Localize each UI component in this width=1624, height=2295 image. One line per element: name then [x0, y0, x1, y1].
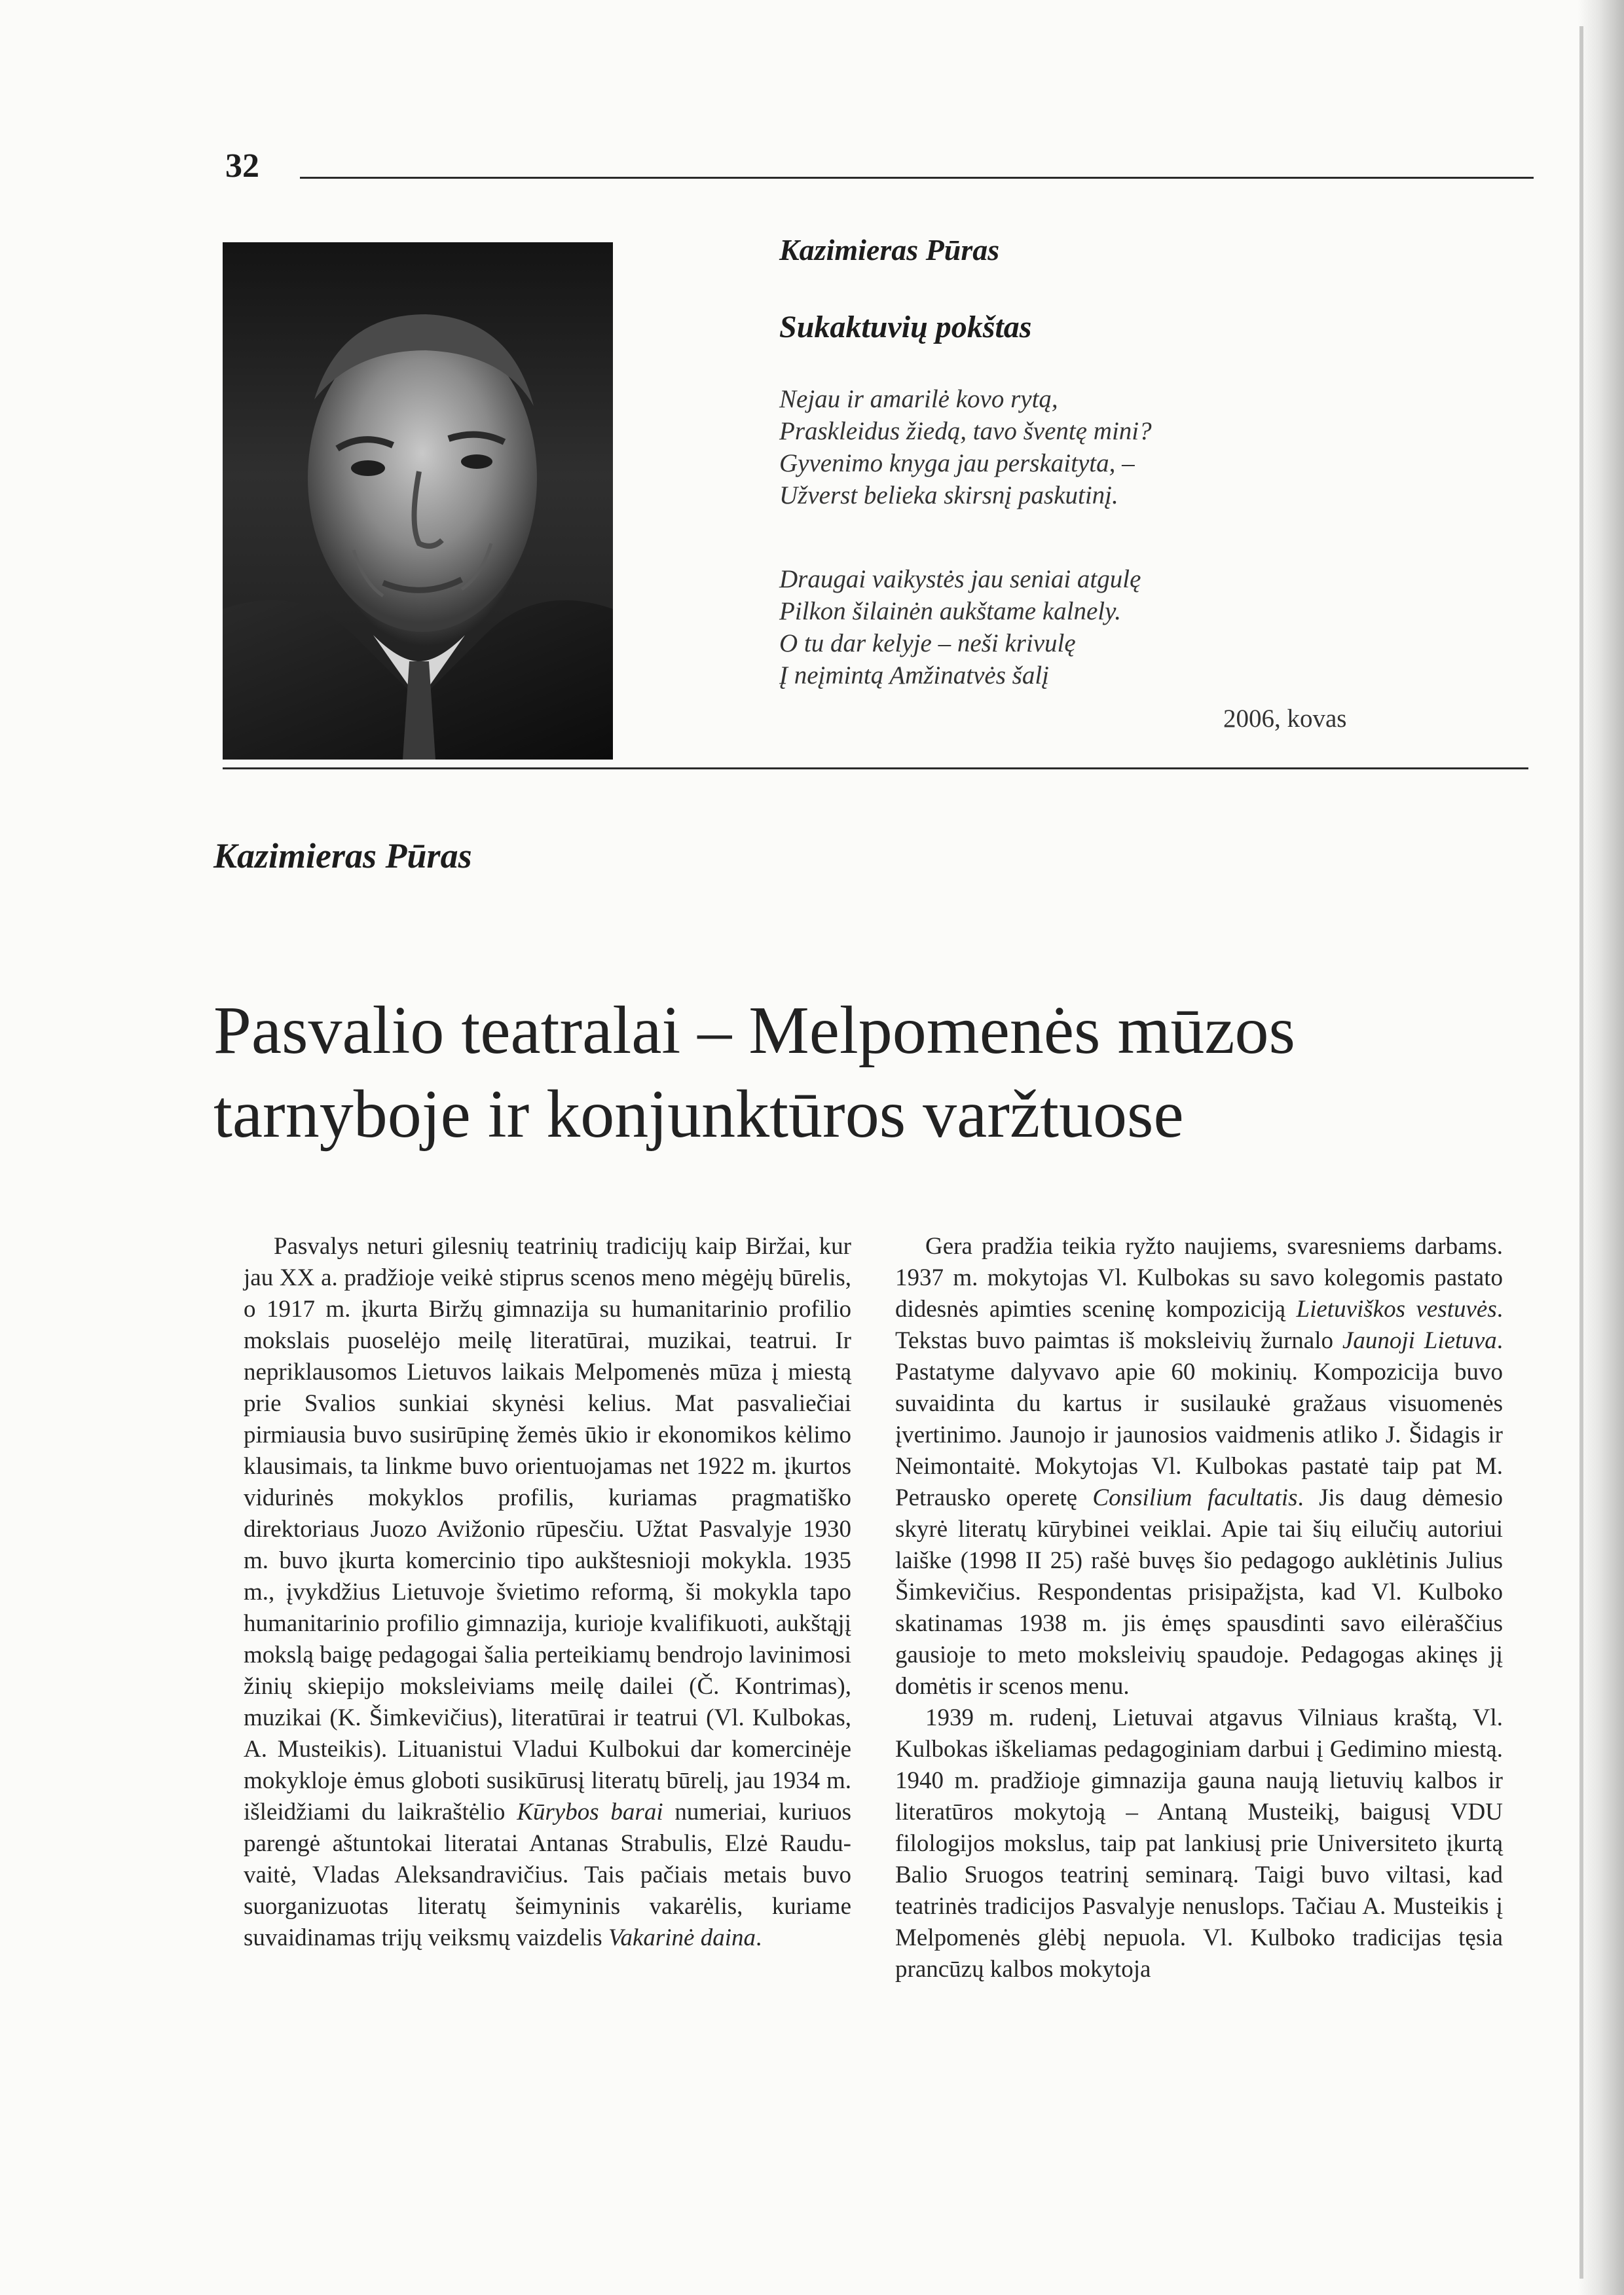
operetta-title: Consilium facultatis — [1092, 1484, 1298, 1511]
paragraph-text: Gera pradžia teikia ryžto naujiems, svaresniems darbams. 1937 m. mokytojas Vl. Kulbokas su savo kolegomis pastato didesnės apimties sceninę kompoziciją — [895, 1233, 1503, 1323]
poem-line: O tu dar kelyje – neši krivulę — [779, 629, 1076, 657]
author-portrait-photo — [223, 242, 613, 760]
section-rule — [223, 767, 1528, 769]
poem-line: Nejau ir amarilė kovo rytą, — [779, 385, 1058, 413]
article-title-line-1: Pasvalio teatralai – Melpomenės mūzos — [213, 993, 1296, 1068]
article-author: Kazimieras Pūras — [213, 836, 472, 875]
page-binding-edge — [1579, 26, 1583, 2279]
paragraph-text: . Tekstas buvo paimtas iš moksleivių žurnalo — [895, 1296, 1504, 1354]
poem-author: Kazimieras Pūras — [779, 233, 1000, 266]
paragraph-text: . — [756, 1924, 762, 1951]
paragraph-text: numeriai, kuriuos parengė aštuntokai literatai Antanas Strabulis, Elzė Rauduvaitė, Vladas Aleksandravičius. Tais pačiais metais buvo suorganizuotas literatų šeimyninis vakarėlis, kuriame suvaidinamas trijų veiksmų vaizdelis — [244, 1799, 852, 1951]
paragraph: 1939 m. rudenį, Lietuvai atgavus Vilniaus kraštą, Vl. Kulbokas iškeliamas pedagoginiam darbui į Gedimino miestą. 1940 m. pradžioje gimnazija gauna naują lietuvių kalbos ir literatūros mokytoją – Antaną Musteikį, baigusį VDU filologijos mokslus, taip pat lankiusį prie Universiteto įkurtą Balio Sruogos teatrinį seminarą. Taigi buvo viltasi, kad teatrinės tradicijos Pasvalyje nenuslops. Tačiau A. Musteikis į Melpomenės glėbį nepuola. Vl. Kulboko tradicijas tęsia prancūzų kalbos mokytoja — [895, 1704, 1503, 1983]
article-column-left — [244, 1231, 851, 1954]
portrait-illustration — [223, 242, 613, 760]
page-edge-shadow — [1578, 0, 1624, 2295]
poem-line: Gyvenimo knyga jau perskaityta, – — [779, 449, 1135, 477]
poem-line: Į neįmintą Amžinatvės šalį — [779, 661, 1049, 689]
poem-line: Užverst belieka skirsnį paskutinį. — [779, 481, 1118, 509]
composition-title: Lietuviškos vestuvės — [1296, 1296, 1497, 1323]
poem-line: Praskleidus žiedą, tavo šventę mini? — [779, 417, 1152, 445]
article-column-right — [895, 1231, 1503, 1985]
paragraph-text: . Pastatyme dalyvavo apie 60 mokinių. Kompozicija buvo suvaidinta du kartus ir susilaukė gražaus visuomenės įvertinimo. Jaunojo ir jaunosios vaidmenis atliko J. Šidagis ir Neimontaitė. Mokytojas Vl. Kulbokas pastatė taip pat M. Petrausko operetę — [895, 1327, 1504, 1511]
page-number: 32 — [225, 147, 259, 185]
publication-title: Kūrybos barai — [517, 1799, 663, 1826]
article-title-line-2: tarnyboje ir konjunktūros varžtuose — [213, 1076, 1184, 1152]
poem-stanza-1 — [779, 383, 1152, 511]
paragraph-text: . Jis daug dėmesio skyrė literatų kūrybinei veiklai. Apie tai šių eilučių autoriui laiške (1998 II 25) rašė buvęs šio pedagogo auklėtinis Julius Šimkevičius. Respondentas prisipažįsta, kad Vl. Kulboko skatinamas 1938 m. jis ėmęs spausdinti savo eilėraščius gausioje to meto moksleivių spaudoje. Pedagogas akinęs jį domėtis ir scenos menu. — [895, 1484, 1503, 1700]
play-title: Vakarinė daina — [608, 1924, 756, 1951]
poem-stanza-2 — [779, 563, 1141, 691]
paragraph — [244, 1231, 851, 1954]
poem-date: 2006, kovas — [1223, 705, 1347, 733]
magazine-title: Jaunoji Lietuva — [1342, 1327, 1497, 1354]
poem-title: Sukaktuvių pokštas — [779, 310, 1032, 344]
header-rule — [300, 177, 1534, 179]
paragraph — [895, 1231, 1503, 1702]
poem-line: Draugai vaikystės jau seniai atgulę — [779, 565, 1141, 593]
paragraph-text: Pasvalys neturi gilesnių teatrinių tradicijų kaip Biržai, kur jau XX a. pradžioje veikė stiprus scenos meno mėgėjų būrelis, o 1917 m. įkurta Biržų gimnazija su humanitarinio profilio mokslais puoselėjo meilę literatūrai, muzikai, teatrui. Ir nepriklausomos Lietuvos laikais Melpomenės mūza į miestą prie Svalios sunkiai skynėsi kelius. Mat pasvaliečiai pirmiausia buvo susirūpinę žemės ūkio ir ekonomikos kėlimo klausimais, ta linkme buvo orientuojamas net 1922 m. įkurtos vidurinės mokyklos profilis, kuriamas pragmatiško direktoriaus Juozo Avižonio rūpesčiu. Užtat Pasvalyje 1930 m. buvo įkurta komercinio tipo aukštesnioji mokykla. 1935 m., įvykdžius Lietuvoje švietimo reformą, ši mokykla tapo humanitarinio profilio gimnazija, kurioje kvalifikuoti, aukštąjį mokslą baigę pedagogai šalia perteikiamų bendrojo lavinimosi žinių skiepijo moksleiviams meilę dailei (Č. Kontrimas), muzikai (K. Šimkevičius), literatūrai ir teatrui (Vl. Kulbokas, A. Musteikis). Lituanistui Vladui Kulbokui dar komercinėje mokykloje ėmus globoti susikūrusį literatų būrelį, jau 1934 m. išleidžiami du laikraštėlio — [244, 1233, 851, 1826]
poem-line: Pilkon šilainėn aukštame kalnely. — [779, 597, 1122, 625]
article-title — [213, 989, 1295, 1156]
